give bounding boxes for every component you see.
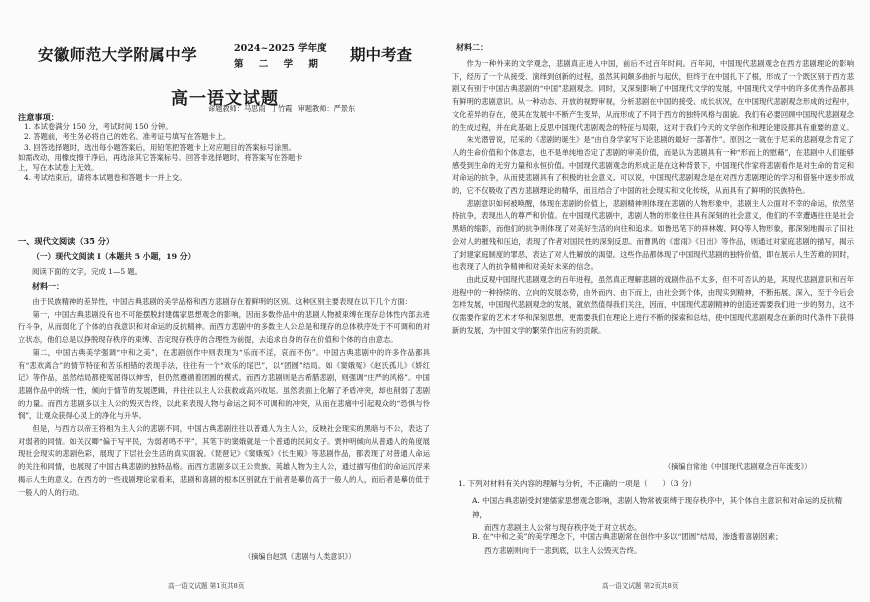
page-footer-right: 高一语文试题 第2页共8页 (602, 582, 679, 590)
left-page (18, 0, 432, 602)
option-text: 西方悲剧则向于一悲到底，以主人公毁灭告终。 (484, 545, 642, 555)
material-label: 材料二： (456, 42, 488, 52)
paragraph: 第二，中国古典美学强调“中和之美”，在悲剧创作中则表现为“乐而不淫，哀而不伤”。中国古典悲剧中的许多作品都具有“悲欢离合”的情节特征和苦乐相错的表现手法，往往有一个“欢乐的尾巴”，以“团圆”结局。如《窦娥冤》《赵氏孤儿》《娇红记》等作品，虽然结局都使冤屈得以伸雪，但仍然遵循着团圆的模式。而西方悲剧则是古希腊悲剧，则强调“庄严的风格”。中国悲剧作品中的统一性，倾向于情节的发展逻辑，并往往以主人公获救或高兴收尾。虽然表面上化解了矛盾冲突，却也削弱了悲剧的力量。而西方悲剧多以主人公的毁灭告终，以此来表现人物与命运之间不可调和的冲突，从而在悲痛中引起观众的“恐惧与怜悯”，让观众获得心灵上的净化与升华。 (18, 347, 430, 421)
page-title: 高一语文试题 (171, 89, 279, 109)
notice-item: 4. 考试结束后，请将本试题卷和答题卡一并上交。 (24, 173, 187, 183)
reading-instruction: 阅读下面的文字，完成 1—5 题。 (32, 267, 143, 276)
page-footer-left: 高一语文试题 第1页共8页 (168, 582, 245, 590)
question-1-stem: 1. 下列对材料有关内容的理解与分析，不正确的一项是（ ）（3 分） (458, 479, 696, 488)
material2-text (452, 58, 854, 458)
material1-text (18, 296, 430, 542)
option-text: B. 在“中和之美”的美学理念下，中国古典悲剧常在创作中多以“团圆”结局，渗透着喜剧因素； (472, 532, 783, 541)
teacher-credits: 命题教师：马思雨 丁竹霞 审题教师：严景东 (208, 104, 356, 113)
semester: 第 二 学 期 (234, 59, 324, 70)
exam-type: 期中考查 (350, 45, 413, 64)
question-1-option-b (472, 530, 856, 557)
material-label: 材料一： (32, 281, 64, 291)
school-year: 2024~2025 学年度 (234, 43, 327, 54)
notice-item: 2. 答题前，考生务必将自己的姓名、准考证号填写在答题卡上。 (24, 132, 231, 142)
notice-item: 3. 回答选择题时，选出每小题答案后，用铅笔把答题卡上对应题目的答案标号涂黑。 (24, 142, 296, 152)
paragraph: 朱光潜曾说，尼采的《悲剧的诞生》是“由自身学家写下论悲剧的最好一部著作”。原因之一就在于尼采的悲剧观念肯定了人的生命价值和个体意志，也不是单纯地否定了悲剧的审美价值，而是认为悲剧具有一种“形而上的慰藉”，在悲剧中人们能够感受到生命的无穷力量和永恒价值。中国现代悲剧观念的形成正是在这种背景下，中国现代作家将悲剧看作是对生命的肯定和对命运的抗争，从而使悲剧具有了积极的社会意义。可以说，中国现代悲剧观念是在对西方悲剧理论的学习和借鉴中逐步形成的，它不仅吸收了西方悲剧理论的精华，而且结合了中国的社会现实和文化传统，从而具有了鲜明的民族特色。 (452, 135, 854, 196)
notice-item: 上，写在本试卷上无效。 (18, 163, 99, 173)
material2-source: （摘编自常池《中国现代悲剧观念百年流变》） (664, 462, 812, 471)
paragraph: 第一，中国古典悲剧没有也不可能摆脱封建儒家思想观念的影响，因而多数作品中的悲剧人物被束缚在现存总体性内部去进行斗争，从而弱化了个体的自我意识和对命运的反抗精神。而西方悲剧中的多数主人公总是和现存的总体秩序处于不可调和的对立状态，他们总是以挣脱现存秩序的束缚、否定现存秩序的合理性为前提，去追求自身的存在价值和个体的自由意志。 (18, 309, 430, 345)
notice-item: 1. 本试卷满分 150 分，考试时间 150 分钟。 (24, 122, 173, 132)
section-heading: 一、现代文阅读（35 分） (18, 236, 115, 246)
material1-source: （摘编自赵凯《悲剧与人类意识》） (244, 552, 356, 561)
question-1-option-a (472, 494, 856, 535)
subsection-heading: （一）现代文阅读 I（本题共 5 小题，19 分） (32, 252, 196, 261)
notice-block (18, 112, 430, 183)
notice-title: 注意事项： (18, 112, 59, 122)
paragraph: 由此反观中国现代悲剧观念的百年进程，虽然真正理解悲剧的戏剧作品不太多，但不可否认的是，其现代悲剧意识和百年进程中的一种持续的、立向的发展态势，由外而内、由下而上，由社会到个体，由现实到精神，不断拓展、深入，至于今后会怎样发展，中国现代悲剧观念的发展，就依然值得我们关注，因而，中国现代悲剧精神的创造还需要我们进一步的努力，这不仅需要作家的艺术才华和深刻思想，更需要我们在理论上进行不断的探索和总结，使中国现代悲剧观念在新的时代条件下获得新的发展，为中国文学的繁荣作出应有的贡献。 (452, 274, 854, 335)
exam-header (18, 36, 432, 76)
option-text: 而西方悲剧主人公常与现存秩序处于对立状态。 (484, 523, 642, 532)
paragraph: 悲剧意识如何被唤醒，体现在悲剧的价值上，悲剧精神则体现在悲剧的人物形象中，悲剧主人公面对不幸的命运，依然坚持抗争，表现出人的尊严和价值。在中国现代悲剧中，悲剧人物的形象往往具有深刻的社会意义，他们的不幸遭遇往往是社会黑暗的缩影，而他们的抗争则体现了对美好生活的向往和追求。如鲁迅笔下的祥林嫂、阿Q等人物形象，都深刻地揭示了旧社会对人的摧残和压迫，表现了作者对国民性的深刻反思。而曹禺的《雷雨》《日出》等作品，则通过对家庭悲剧的描写，揭示了封建家庭制度的罪恶，表达了对人性解放的渴望。这些作品都体现了中国现代悲剧的独特价值，即在展示人生苦难的同时，也表现了人的抗争精神和对美好未来的信念。 (452, 198, 854, 272)
option-text: A. 中国古典悲剧受封建儒家思想观念影响，悲剧人物常被束缚于现存秩序中，其个体自主意识和对命运的反抗精神， (472, 496, 843, 519)
right-page (452, 0, 854, 602)
paragraph: 但是，与西方以帝王将相为主人公的悲剧不同，中国古典悲剧往往以普通人为主人公，反映社会现实的黑暗与不公，表达了对弱者的同情。如关汉卿“偏于写平民，为弱者鸣不平”，其笔下的窦娥就是一个普通的民间女子。贾仲明倾向从普通人的角度展现社会现实的悲剧色彩，展现了下层社会生活的真实面貌。《琵琶记》《窦娥冤》《长生殿》等悲剧作品，都表现了对普通人命运的关注和同情，也展现了中国古典悲剧的独特品格。而西方悲剧多以王公贵族、英雄人物为主人公，通过描写他们的命运沉浮来揭示人生的意义。在西方的一些戏剧理论家看来，悲剧和喜剧的根本区别就在于前者是摹仿高于一般人的人，而后者是摹仿低于一般人的人的行动。 (18, 424, 430, 497)
school-name: 安徽师范大学附属中学 (38, 45, 198, 64)
notice-item: 如需改动，用橡皮擦干净后，再选涂其它答案标号。回答非选择题时，将答案写在答题卡 (18, 152, 303, 162)
paragraph: 作为一种外来的文学观念，悲剧真正进入中国，前后不过百年时间。百年间，中国现代悲剧观念在西方悲剧理论的影响下，经历了一个从接受、演绎到创新的过程，虽然其间颇多曲折与起伏，但终于在中国扎下了根，形成了一个既区别于西方悲剧又有别于中国古典悲剧的“中国”悲剧观念。同时，又深刻影响了中国现代文学的发展，中国现代文学中的许多优秀作品都具有鲜明的悲剧意识。从一种动态、开放的视野审视，分析悲剧在中国的接受、成长状况，在中国现代悲剧观念形成的过程中，文化差异的存在，使其在发展中不断产生变异，从而形成了不同于西方的独特风格与面貌。我们有必要回顾中国现代悲剧观念的生成过程，并在此基础上反思中国现代悲剧观念的特征与局限，这对于我们今天的文学创作和理论建设都具有重要的意义。 (452, 59, 854, 132)
paragraph: 由于民族精神的差异性，中国古典悲剧的美学品格和西方悲剧存在着鲜明的区别。这种区别主要表现在以下几个方面： (32, 297, 413, 306)
